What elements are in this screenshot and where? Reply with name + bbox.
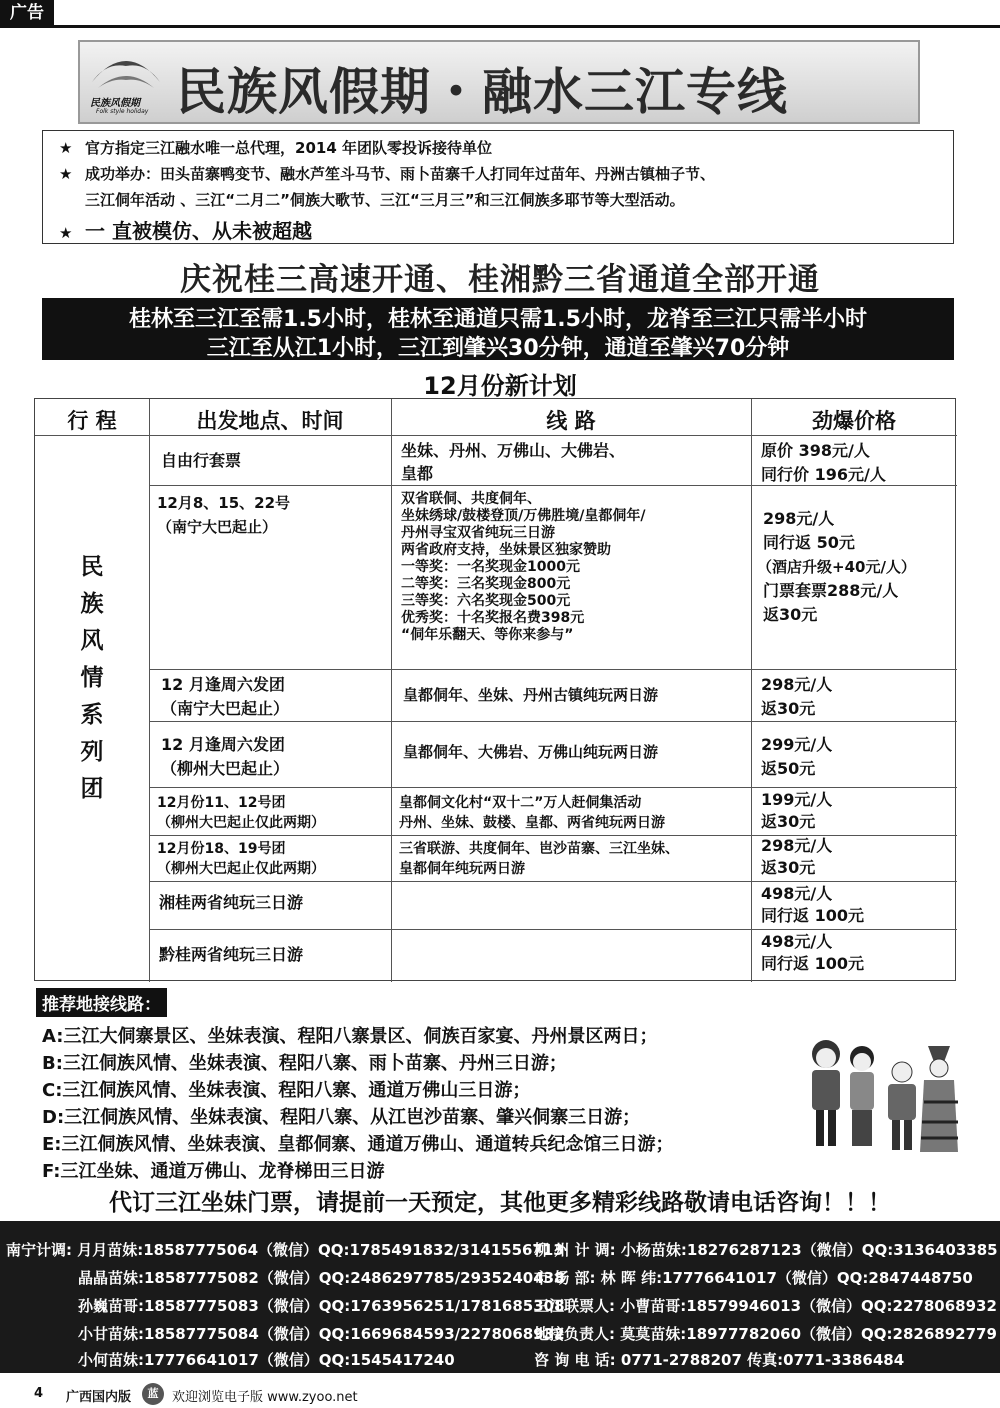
recommend-item: F:三江坐妹、通道万佛山、龙脊梯田三日游 (42, 1161, 385, 1182)
price-text: 498元/人 (761, 884, 833, 903)
row-1-route (401, 491, 645, 644)
recommend-item: B:三江侗族风情、坐妹表演、程阳八寨、雨卜苗寨、丹州三日游； (42, 1053, 567, 1074)
price-text: 199元/人 (761, 790, 833, 809)
row-3-price (761, 733, 832, 781)
price-text: 同行返 50元 (763, 533, 855, 552)
price-text: 返30元 (761, 699, 816, 718)
row-7-depart (159, 943, 303, 967)
star-icon: ★ (59, 165, 73, 183)
row-3-depart (161, 733, 289, 781)
row-4-price (761, 789, 832, 833)
price-text: 同行价 196元/人 (761, 465, 886, 484)
route-text: 两省政府支持，坐妹景区独家赞助 (401, 542, 611, 558)
table-col-divider (751, 399, 752, 982)
contact-line: 晶晶苗妹:18587775082（微信）QQ:2486297785/2935240438 (78, 1269, 565, 1287)
price-text: 298元/人 (761, 675, 833, 694)
depart-text: 12月份11、12号团 (157, 795, 286, 811)
row-3-route (403, 743, 658, 762)
route-text: 一等奖：一名奖现金1000元 (401, 559, 580, 575)
series-label-char: 民 (80, 554, 104, 580)
route-text: “侗年乐翻天、等你来参与” (401, 627, 574, 643)
depart-text: （柳州大巴起止） (161, 759, 290, 778)
price-text: 498元/人 (761, 932, 833, 951)
price-text: （酒店升级+40元/人） (757, 558, 916, 576)
series-label-char: 族 (80, 591, 104, 617)
row-5-route (399, 839, 679, 879)
contact-line: 地接负责人: 莫莫苗妹:18977782060（微信）QQ:2826892779 (534, 1325, 997, 1343)
logo-text-en: Folk style holiday (96, 108, 149, 115)
table-row-divider (149, 835, 957, 836)
recommend-item: E:三江侗族风情、坐妹表演、皇都侗寨、通道万佛山、通道转兵纪念馆三日游； (42, 1134, 674, 1155)
route-text: 丹州寻宝双省纯玩三日游 (401, 525, 555, 541)
depart-text: 湘桂两省纯玩三日游 (159, 893, 304, 912)
row-2-depart (161, 673, 289, 721)
brand-stamp-icon: 蓝 (142, 1383, 164, 1405)
row-2-price (761, 673, 832, 721)
table-row-divider (35, 435, 957, 436)
price-text: 同行返 100元 (761, 954, 864, 973)
page-footer (0, 1378, 1000, 1408)
route-text: 坐妹绣球/鼓楼登顶/万佛胜境/皇都侗年/ (401, 508, 646, 524)
contact-line: 市 场 部: 林 晖 纬:17776641017（微信）QQ:2847448750 (534, 1269, 973, 1287)
depart-text: 黔桂两省纯玩三日游 (159, 945, 304, 964)
table-header-trip: 行 程 (67, 409, 117, 433)
page-number: 4 (34, 1386, 44, 1401)
row-0-price (761, 439, 886, 487)
route-text: 皇都侗文化村“双十二”万人赶侗集活动 (399, 795, 642, 811)
series-label-char: 列 (80, 739, 104, 765)
depart-text: 自由行套票 (161, 451, 242, 470)
table-col-divider (391, 399, 392, 982)
route-text: 双省联侗、共度侗年、 (401, 491, 541, 507)
table-row-divider (149, 721, 957, 722)
price-text: 返30元 (763, 605, 818, 624)
table-header-route: 线 路 (546, 409, 596, 433)
price-text: 298元/人 (761, 836, 833, 855)
depart-text: 12月8、15、22号 (157, 494, 291, 512)
ad-label: 广告 (0, 0, 54, 26)
intro-text-4: 一 直被模仿、从未被超越 (85, 219, 312, 243)
depart-text: （南宁大巴起止） (161, 699, 290, 718)
contact-line: 南宁计调: 月月苗妹:18587775064（微信）QQ:1785491832/3141556713 (6, 1241, 564, 1259)
table-header-price: 劲爆价格 (812, 409, 896, 433)
intro-line-2 (59, 163, 715, 184)
series-label (35, 549, 149, 808)
row-7-price (761, 931, 864, 975)
intro-text-2: 成功举办：田头苗寨鸭变节、融水芦笙斗马节、雨卜苗寨千人打同年过苗年、丹洲古镇柚子节、 (85, 165, 716, 183)
recommend-item: A:三江大侗寨景区、坐妹表演、程阳八寨景区、侗族百家宴、丹州景区两日； (42, 1026, 658, 1047)
depart-text: （柳州大巴起止仅此两期） (157, 815, 325, 831)
logo-text-cn: 民族风假期 (90, 98, 140, 109)
price-text: 返50元 (761, 759, 816, 778)
contact-line: 小甘苗妹:18587775084（微信）QQ:1669684593/2278068932 (78, 1325, 565, 1343)
header-banner (78, 40, 920, 124)
row-4-route (399, 793, 665, 833)
depart-text: （柳州大巴起止仅此两期） (157, 861, 325, 877)
table-row-divider (149, 669, 957, 670)
website-link[interactable]: 欢迎浏览电子版 www.zyoo.net (172, 1390, 358, 1405)
price-text: 返30元 (761, 858, 816, 877)
row-1-price (757, 507, 916, 627)
depart-text: 12 月逢周六发团 (161, 675, 285, 694)
recommend-title: 推荐地接线路： (36, 988, 167, 1017)
intro-box (42, 130, 954, 244)
itinerary-table (34, 398, 956, 981)
contact-line: 咨 询 电 话: 0771-2788207 传真:0771-3386484 (534, 1351, 905, 1369)
travel-time-line-1: 桂林至三江至需1.5小时，桂林至通道只需1.5小时，龙脊至三江只需半小时 (129, 307, 867, 332)
contact-block (0, 1221, 1000, 1373)
table-row-divider (149, 929, 957, 930)
contact-line: 柳 州 计 调: 小杨苗妹:18276287123（微信）QQ:3136403385 (534, 1241, 998, 1259)
contact-line: 孙巍苗哥:18587775083（微信）QQ:1763956251/1781685308 (78, 1297, 565, 1315)
row-0-depart (161, 449, 241, 473)
row-6-price (761, 883, 864, 927)
contact-line: 小何苗妹:17776641017（微信）QQ:1545417240 (78, 1351, 455, 1369)
price-text: 原价 398元/人 (761, 441, 870, 460)
route-text: 坐妹、丹州、万佛山、大佛岩、 (401, 441, 626, 460)
travel-time-bar (42, 298, 954, 360)
recommend-item: D:三江侗族风情、坐妹表演、程阳八寨、从江岜沙苗寨、肇兴侗寨三日游； (42, 1107, 641, 1128)
intro-line-4 (59, 215, 312, 244)
star-icon: ★ (59, 139, 73, 157)
table-row-divider (149, 881, 957, 882)
table-col-divider (149, 399, 150, 982)
row-5-depart (157, 839, 325, 879)
route-text: 丹州、坐妹、鼓楼、皇都、两省纯玩两日游 (399, 815, 665, 831)
table-row-divider (149, 787, 957, 788)
series-label-char: 系 (80, 702, 104, 728)
row-5-price (761, 835, 832, 879)
route-text: 皇都侗年、坐妹、丹州古镇纯玩两日游 (403, 686, 659, 704)
row-1-depart (157, 491, 290, 539)
price-text: 门票套票288元/人 (763, 581, 899, 600)
table-header-depart: 出发地点、时间 (196, 409, 344, 433)
series-label-char: 情 (80, 665, 104, 691)
page-title: 民族风假期・融水三江专线 (176, 62, 788, 121)
depart-text: 12 月逢周六发团 (161, 735, 285, 754)
series-label-char: 团 (80, 776, 104, 802)
depart-text: （南宁大巴起止） (157, 518, 278, 536)
price-text: 同行返 100元 (761, 906, 864, 925)
recommend-item: C:三江侗族风情、坐妹表演、程阳八寨、通道万佛山三日游； (42, 1080, 531, 1101)
route-text: 皇都侗年、大佛岩、万佛山纯玩两日游 (403, 743, 659, 761)
row-2-route (403, 686, 658, 705)
row-0-route (401, 439, 625, 485)
intro-line-3: 三江侗年活动 、三江“二月二”侗族大歌节、三江“三月三”和三江侗族多耶节等大型活动。 (85, 191, 685, 209)
intro-line-1 (59, 137, 492, 158)
plan-title: 12月份新计划 (423, 372, 577, 400)
celebrate-heading: 庆祝桂三高速开通、桂湘黔三省通道全部开通 (180, 262, 820, 298)
route-text: 二等奖：三名奖现金800元 (401, 576, 571, 592)
route-text: 皇都侗年纯玩两日游 (399, 861, 525, 877)
route-text: 优秀奖：十名奖报名费398元 (401, 610, 585, 626)
route-text: 三省联游、共度侗年、岜沙苗寨、三江坐妹、 (399, 841, 679, 857)
route-text: 三等奖：六名奖现金500元 (401, 593, 571, 609)
publication-name: 广西国内版 (66, 1390, 132, 1405)
intro-text-1: 官方指定三江融水唯一总代理，2014 年团队零投诉接待单位 (85, 139, 492, 157)
price-text: 298元/人 (763, 509, 835, 528)
row-4-depart (157, 793, 325, 833)
contact-line: 三江联票人: 小曹苗哥:18579946013（微信）QQ:2278068932 (534, 1297, 997, 1315)
series-label-char: 风 (80, 628, 104, 654)
star-icon: ★ (59, 224, 73, 242)
travel-time-line-2: 三江至从江1小时，三江到肇兴30分钟，通道至肇兴70分钟 (206, 336, 790, 361)
ethnic-figures-illustration (790, 1032, 958, 1162)
price-text: 返30元 (761, 812, 816, 831)
notice-text: 代订三江坐妹门票，请提前一天预定，其他更多精彩线路敬请电话咨询！！！ (109, 1190, 891, 1216)
price-text: 299元/人 (761, 735, 833, 754)
top-rule (0, 25, 1000, 28)
depart-text: 12月份18、19号团 (157, 841, 286, 857)
route-text: 皇都 (401, 464, 434, 483)
row-6-depart (159, 891, 303, 915)
